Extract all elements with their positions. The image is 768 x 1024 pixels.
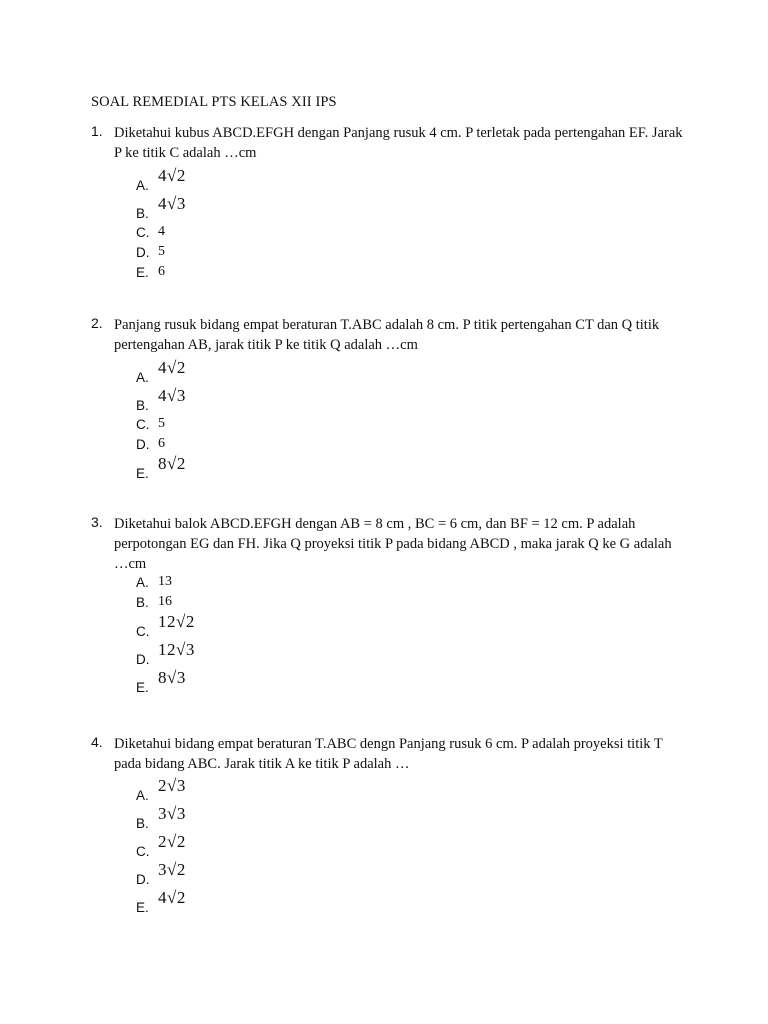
option-letter: D.: [136, 436, 150, 452]
option-a: [136, 572, 195, 592]
option-list: [136, 166, 186, 282]
option-value: 4√2: [158, 166, 186, 185]
question-number: 3.: [91, 514, 103, 530]
option-value: 16: [158, 594, 172, 609]
option-letter: B.: [136, 398, 149, 413]
option-e: [136, 668, 195, 696]
option-e: [136, 888, 186, 916]
option-value: 2√2: [158, 832, 186, 851]
option-letter: C.: [136, 844, 150, 859]
question-number: 1.: [91, 123, 103, 139]
question-text: Diketahui kubus ABCD.EFGH dengan Panjang rusuk 4 cm. P terletak pada pertengahan EF. Jarak P ke titik C adalah …cm: [114, 125, 683, 161]
option-value: 12√3: [158, 640, 195, 659]
option-letter: E.: [136, 680, 149, 695]
question-number: 4.: [91, 734, 103, 750]
option-letter: C.: [136, 624, 150, 639]
option-letter: E.: [136, 900, 149, 915]
option-value: 4√3: [158, 194, 186, 213]
option-b: [136, 804, 186, 832]
option-letter: B.: [136, 206, 149, 221]
document-title: SOAL REMEDIAL PTS KELAS XII IPS: [91, 94, 337, 110]
option-letter: D.: [136, 652, 150, 667]
question-text: Diketahui balok ABCD.EFGH dengan AB = 8 cm , BC = 6 cm, dan BF = 12 cm. P adalah perpotongan EG dan FH. Jika Q proyeksi titik P pada bidang ABCD , maka jarak Q ke G adalah …cm: [114, 516, 672, 572]
option-letter: C.: [136, 224, 150, 240]
option-value: 13: [158, 574, 172, 589]
option-b: [136, 592, 195, 612]
option-value: 6: [158, 264, 165, 279]
option-d: [136, 434, 186, 454]
option-d: [136, 242, 186, 262]
option-value: 4: [158, 224, 165, 239]
option-letter: E.: [136, 466, 149, 481]
option-letter: A.: [136, 788, 149, 803]
option-e: [136, 262, 186, 282]
option-a: [136, 166, 186, 194]
option-letter: A.: [136, 574, 149, 590]
option-letter: D.: [136, 244, 150, 260]
option-letter: D.: [136, 872, 150, 887]
option-c: [136, 832, 186, 860]
option-c: [136, 222, 186, 242]
option-a: [136, 776, 186, 804]
option-letter: B.: [136, 594, 149, 610]
option-b: [136, 194, 186, 222]
option-c: [136, 414, 186, 434]
option-value: 12√2: [158, 612, 195, 631]
option-letter: B.: [136, 816, 149, 831]
option-letter: E.: [136, 264, 149, 280]
option-value: 5: [158, 416, 165, 431]
question-text: Panjang rusuk bidang empat beraturan T.ABC adalah 8 cm. P titik pertengahan CT dan Q titik pertengahan AB, jarak titik P ke titik Q adalah …cm: [114, 317, 660, 353]
option-e: [136, 454, 186, 482]
option-value: 5: [158, 244, 165, 259]
option-b: [136, 386, 186, 414]
option-c: [136, 612, 195, 640]
option-value: 3√3: [158, 804, 186, 823]
option-value: 8√3: [158, 668, 186, 687]
option-list: [136, 776, 186, 916]
option-list: [136, 358, 186, 482]
option-value: 8√2: [158, 454, 186, 473]
option-letter: A.: [136, 178, 149, 193]
option-letter: A.: [136, 370, 149, 385]
option-list: [136, 572, 195, 696]
question-number: 2.: [91, 315, 103, 331]
question-text: Diketahui bidang empat beraturan T.ABC dengn Panjang rusuk 6 cm. P adalah proyeksi titik T pada bidang ABC. Jarak titik A ke titik P adalah …: [114, 736, 663, 772]
option-d: [136, 860, 186, 888]
option-value: 6: [158, 436, 165, 451]
option-value: 4√2: [158, 358, 186, 377]
option-d: [136, 640, 195, 668]
option-value: 4√2: [158, 888, 186, 907]
option-letter: C.: [136, 416, 150, 432]
option-value: 4√3: [158, 386, 186, 405]
option-value: 2√3: [158, 776, 186, 795]
option-value: 3√2: [158, 860, 186, 879]
option-a: [136, 358, 186, 386]
